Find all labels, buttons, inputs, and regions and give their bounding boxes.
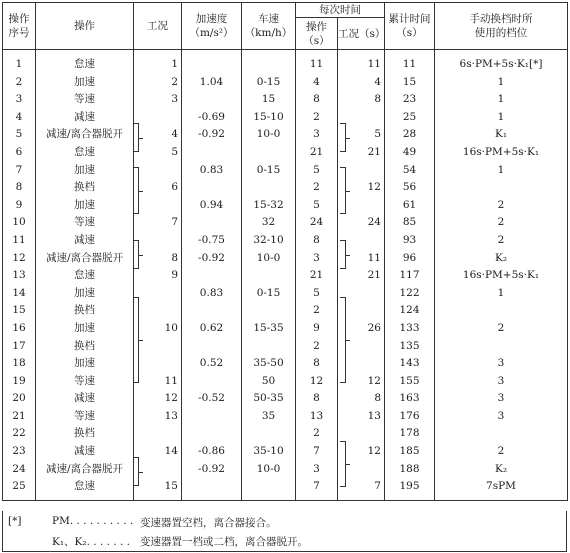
table-row [3,443,568,461]
cell-seq: 13 [3,267,36,285]
cell-condition: 11 [134,373,182,391]
cell-speed: 50-35 [242,390,296,408]
header-operation: 操作 [36,3,134,50]
cell-seq: 18 [3,355,36,373]
cell-cumulative: 195 [385,478,435,500]
cell-acceleration [182,267,242,285]
cell-op-time: 2 [296,179,338,197]
footnote-text: 变速器置空档，离合器接合。 [140,517,277,529]
header-acceleration: 加速度 （m/s²） [182,3,242,50]
cell-op-time: 11 [296,50,338,74]
cell-acceleration [182,50,242,74]
cell-cumulative: 178 [385,425,435,443]
cell-seq: 7 [3,162,36,180]
cell-cond-time: 21 [338,144,385,162]
cell-gear: 2 [435,197,568,215]
brace-op-cond8 [133,240,139,269]
footnote-mark: [*] [8,515,22,527]
cell-operation: 减速/离合器脱开 [36,250,134,268]
cell-seq: 8 [3,179,36,197]
cell-acceleration: 0.83 [182,162,242,180]
cell-operation: 等速 [36,408,134,426]
cell-op-time: 8 [296,390,338,408]
cell-acceleration [182,338,242,356]
cell-speed [242,302,296,320]
cell-cumulative: 185 [385,443,435,461]
cell-operation: 等速 [36,373,134,391]
brace-op-cond6 [133,167,139,214]
cell-operation: 减速 [36,390,134,408]
cell-condition: 12 [134,390,182,408]
cell-cumulative: 85 [385,214,435,232]
cell-cond-time: 24 [338,214,385,232]
cell-cumulative: 25 [385,109,435,127]
cell-op-time: 24 [296,214,338,232]
cell-condition: 13 [134,408,182,426]
cell-gear [435,425,568,443]
cell-speed: 15-10 [242,109,296,127]
table-row [3,74,568,92]
cell-acceleration: -0.75 [182,232,242,250]
cell-seq: 11 [3,232,36,250]
cell-operation: 加速 [36,162,134,180]
table-row [3,461,568,479]
cell-seq: 17 [3,338,36,356]
cell-cumulative: 176 [385,408,435,426]
cell-seq: 9 [3,197,36,215]
cell-acceleration: -0.92 [182,126,242,144]
cell-op-time: 5 [296,285,338,303]
cell-operation: 等速 [36,91,134,109]
cell-op-time: 8 [296,232,338,250]
cell-gear: 1 [435,91,568,109]
cell-operation: 加速 [36,355,134,373]
cell-cond-time: 21 [338,267,385,285]
cell-speed: 15 [242,91,296,109]
cell-seq: 23 [3,443,36,461]
cell-condition [134,232,182,250]
cell-seq: 10 [3,214,36,232]
cell-op-time: 3 [296,126,338,144]
table-row [3,320,568,338]
cell-cumulative: 133 [385,320,435,338]
cell-op-time: 8 [296,91,338,109]
cell-condition: 5 [134,144,182,162]
cell-condition [134,302,182,320]
cell-gear: 2 [435,320,568,338]
cell-operation: 换档 [36,302,134,320]
table-row [3,408,568,426]
cell-speed: 32-10 [242,232,296,250]
cell-operation: 怠速 [36,478,134,500]
footnote-key: PM. . . . . . . . . . [52,515,134,527]
table-row [3,285,568,303]
cell-acceleration: 0.62 [182,320,242,338]
cell-op-time: 9 [296,320,338,338]
cell-seq: 19 [3,373,36,391]
cell-gear: 2 [435,443,568,461]
cell-condition [134,162,182,180]
cell-cumulative: 155 [385,373,435,391]
cell-acceleration: 1.04 [182,74,242,92]
brace-op-cond10 [133,297,139,383]
cell-cumulative: 23 [385,91,435,109]
cell-op-time: 7 [296,478,338,500]
cell-acceleration: -0.92 [182,461,242,479]
table-row [3,179,568,197]
cell-cond-time: 11 [338,250,385,268]
cell-operation: 怠速 [36,267,134,285]
cell-seq: 5 [3,126,36,144]
header-op-seconds: 操作 （s） [296,18,338,50]
cell-speed [242,478,296,500]
brace-op-cond14 [133,457,139,486]
cell-speed: 10-0 [242,126,296,144]
cell-op-time: 4 [296,74,338,92]
header-each-time: 每次时间 [296,3,385,18]
cell-condition: 9 [134,267,182,285]
cell-condition: 7 [134,214,182,232]
cell-op-time: 5 [296,197,338,215]
table-row [3,214,568,232]
cell-operation: 加速 [36,197,134,215]
cell-op-time: 21 [296,144,338,162]
cell-gear [435,338,568,356]
footnote-text: 变速器置一档或二档，离合器脱开。 [140,536,308,548]
header-cumulative: 累计时间 （s） [385,3,435,50]
cell-speed: 0-15 [242,162,296,180]
cell-operation: 换档 [36,425,134,443]
table-row [3,109,568,127]
cell-seq: 14 [3,285,36,303]
brace-t-cond14 [340,441,346,487]
cell-speed: 0-15 [242,285,296,303]
cell-seq: 16 [3,320,36,338]
cell-condition: 14 [134,443,182,461]
cell-seq: 1 [3,50,36,74]
cell-acceleration [182,179,242,197]
table-row [3,144,568,162]
cell-cumulative: 54 [385,162,435,180]
cell-seq: 2 [3,74,36,92]
cell-speed: 35-50 [242,355,296,373]
cell-speed: 32 [242,214,296,232]
cell-operation: 减速/离合器脱开 [36,126,134,144]
table-row [3,197,568,215]
cell-cond-time: 7 [338,478,385,500]
cell-operation: 怠速 [36,50,134,74]
cell-op-time: 7 [296,443,338,461]
cell-op-time: 21 [296,267,338,285]
cell-speed [242,50,296,74]
cell-gear: 3 [435,408,568,426]
cell-acceleration [182,373,242,391]
cell-acceleration: 0.52 [182,355,242,373]
cell-cumulative: 188 [385,461,435,479]
cell-cond-time: 13 [338,408,385,426]
cell-operation: 加速 [36,285,134,303]
cell-acceleration: -0.92 [182,250,242,268]
cell-gear: K₁ [435,126,568,144]
table-row [3,355,568,373]
cell-gear: 1 [435,285,568,303]
cell-cumulative: 122 [385,285,435,303]
cell-condition [134,285,182,303]
cell-condition: 3 [134,91,182,109]
cell-cumulative: 61 [385,197,435,215]
cell-cond-time: 4 [338,74,385,92]
cell-cumulative: 11 [385,50,435,74]
cell-cond-time: 8 [338,390,385,408]
cell-condition: 8 [134,250,182,268]
brace-t-cond6 [340,167,346,214]
cell-operation: 减速 [36,232,134,250]
header-seq: 操作 序号 [3,3,36,50]
cell-gear: 3 [435,355,568,373]
cell-speed: 10-0 [242,461,296,479]
cell-condition: 2 [134,74,182,92]
cell-gear: 1 [435,74,568,92]
table-row [3,267,568,285]
cell-speed: 50 [242,373,296,391]
table-row [3,390,568,408]
cell-acceleration: 0.94 [182,197,242,215]
brace-op-cond4 [133,123,139,152]
cell-acceleration [182,425,242,443]
cell-speed [242,425,296,443]
cell-seq: 6 [3,144,36,162]
cell-gear: 16s·PM+5s·K₁ [435,267,568,285]
cell-op-time: 8 [296,355,338,373]
table-row [3,50,568,74]
cell-cumulative: 49 [385,144,435,162]
cell-condition: 4 [134,126,182,144]
cell-condition: 6 [134,179,182,197]
cell-condition [134,461,182,479]
cell-operation: 加速 [36,320,134,338]
header-speed: 车速 （km/h） [242,3,296,50]
cell-cumulative: 93 [385,232,435,250]
cell-cumulative: 135 [385,338,435,356]
cell-cond-time: 26 [338,320,385,338]
cell-gear [435,179,568,197]
cell-operation: 减速 [36,443,134,461]
cell-speed [242,267,296,285]
cell-cumulative: 15 [385,74,435,92]
table-row [3,425,568,443]
cell-op-time: 5 [296,162,338,180]
cell-speed: 35 [242,408,296,426]
cell-gear: 3 [435,373,568,391]
cell-cond-time: 11 [338,50,385,74]
table-row [3,162,568,180]
cell-speed: 15-35 [242,320,296,338]
table-row [3,338,568,356]
cell-acceleration: 0.83 [182,285,242,303]
table-row [3,250,568,268]
brace-t-cond8 [340,240,346,269]
cell-cond-time: 12 [338,443,385,461]
cell-gear: 16s·PM+5s·K₁ [435,144,568,162]
cell-gear: 2 [435,214,568,232]
cell-seq: 20 [3,390,36,408]
header-cond-seconds: 工况（s） [338,18,385,50]
cell-acceleration: -0.52 [182,390,242,408]
cell-seq: 22 [3,425,36,443]
cell-gear: 7sPM [435,478,568,500]
cell-operation: 减速 [36,109,134,127]
cell-op-time: 12 [296,373,338,391]
cell-seq: 15 [3,302,36,320]
cell-gear: 1 [435,162,568,180]
cell-condition [134,425,182,443]
cell-operation: 换档 [36,179,134,197]
cell-acceleration [182,302,242,320]
cell-gear: K₂ [435,461,568,479]
cell-op-time: 2 [296,338,338,356]
cell-seq: 21 [3,408,36,426]
cell-op-time: 13 [296,408,338,426]
cell-acceleration: -0.69 [182,109,242,127]
header-gear: 手动换档时所 使用的档位 [435,3,568,50]
cell-speed [242,338,296,356]
driving-cycle-table [2,2,568,501]
cell-cumulative: 56 [385,179,435,197]
cell-operation: 加速 [36,74,134,92]
cell-op-time: 2 [296,302,338,320]
cell-condition [134,197,182,215]
table-row [3,91,568,109]
cell-speed: 35-10 [242,443,296,461]
cell-acceleration [182,144,242,162]
cell-cond-time: 8 [338,91,385,109]
cell-acceleration [182,91,242,109]
cell-acceleration: -0.86 [182,443,242,461]
cell-cumulative: 28 [385,126,435,144]
cell-seq: 12 [3,250,36,268]
table-row [3,232,568,250]
cell-gear [435,302,568,320]
cell-gear: 6s·PM+5s·K₁[*] [435,50,568,74]
cell-seq: 3 [3,91,36,109]
cell-operation: 减速/离合器脱开 [36,461,134,479]
cell-gear: K₂ [435,250,568,268]
cell-op-time: 3 [296,461,338,479]
header-condition: 工况 [134,3,182,50]
cell-seq: 25 [3,478,36,500]
cell-operation: 怠速 [36,144,134,162]
cell-op-time: 2 [296,425,338,443]
footnote-key: K₁、K₂. . . . . . . [52,536,130,548]
cell-gear: 3 [435,390,568,408]
table-row [3,126,568,144]
cell-gear: 1 [435,109,568,127]
cell-gear: 2 [435,232,568,250]
cell-speed: 15-32 [242,197,296,215]
table-row [3,373,568,391]
cell-condition: 10 [134,320,182,338]
cell-cumulative: 96 [385,250,435,268]
cell-speed [242,179,296,197]
cell-cumulative: 143 [385,355,435,373]
cell-acceleration [182,214,242,232]
brace-t-cond4 [340,123,346,152]
cell-seq: 4 [3,109,36,127]
cell-condition: 15 [134,478,182,500]
cell-cumulative: 124 [385,302,435,320]
cell-condition [134,355,182,373]
cell-operation: 换档 [36,338,134,356]
cell-condition [134,109,182,127]
cell-speed: 0-15 [242,74,296,92]
cell-seq: 24 [3,461,36,479]
cell-op-time: 3 [296,250,338,268]
table-row [3,302,568,320]
cell-cond-time: 5 [338,126,385,144]
cell-speed: 10-0 [242,250,296,268]
cell-condition: 1 [134,50,182,74]
cell-acceleration [182,408,242,426]
cell-operation: 等速 [36,214,134,232]
cell-speed [242,144,296,162]
brace-t-cond10 [340,297,346,383]
table-row [3,478,568,500]
cell-op-time: 2 [296,109,338,127]
cell-cond-time: 12 [338,179,385,197]
cell-cond-time: 12 [338,373,385,391]
cell-acceleration [182,478,242,500]
cell-cumulative: 163 [385,390,435,408]
cell-cumulative: 117 [385,267,435,285]
